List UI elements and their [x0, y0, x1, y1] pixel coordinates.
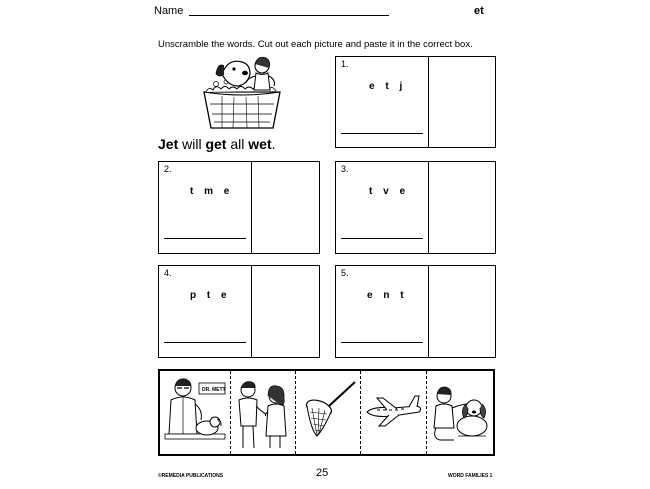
sentence-period: .: [271, 136, 276, 152]
cutout-picture-children[interactable]: [232, 374, 293, 452]
answer-line[interactable]: [341, 238, 423, 239]
cut-line: [230, 371, 231, 454]
two-children-meeting-icon: [232, 374, 293, 452]
instructions: Unscramble the words. Cut out each picture and paste it in the correct box.: [158, 39, 473, 50]
answer-box-4: [158, 265, 320, 358]
publisher-credit: ©REMEDIA PUBLICATIONS: [158, 473, 224, 479]
answer-box-5: [335, 265, 496, 358]
scrambled-word: t m e: [190, 186, 234, 197]
answer-box-2: [158, 161, 320, 254]
child-petting-dog-icon: [428, 374, 491, 452]
answer-box-1: [335, 56, 496, 148]
scrambled-word: p t e: [190, 290, 231, 301]
answer-line[interactable]: [341, 342, 423, 343]
cut-line: [360, 371, 361, 454]
dog-bath-icon: [200, 52, 284, 132]
cut-line: [426, 371, 427, 454]
sentence-word: all: [226, 136, 249, 152]
answer-line[interactable]: [164, 342, 246, 343]
picture-paste-area[interactable]: [252, 162, 319, 253]
box-number: 3.: [341, 164, 349, 174]
answer-line[interactable]: [164, 238, 246, 239]
answer-box-3: [335, 161, 496, 254]
cutout-picture-net[interactable]: [297, 374, 359, 452]
sentence-word-jet: Jet: [158, 136, 179, 152]
dog-bath-illustration: [200, 52, 284, 132]
answer-line[interactable]: [341, 133, 423, 134]
cutout-picture-strip: [158, 369, 495, 456]
sentence-word-wet: wet: [248, 136, 272, 152]
cutout-picture-vet[interactable]: [163, 374, 227, 452]
name-line[interactable]: [189, 15, 389, 16]
vet-with-dog-icon: [163, 374, 227, 452]
example-sentence: [158, 136, 276, 152]
picture-paste-area[interactable]: [429, 162, 495, 253]
box-number: 4.: [164, 268, 172, 278]
cutout-picture-pet[interactable]: [428, 374, 491, 452]
picture-paste-area[interactable]: [429, 57, 495, 147]
page-number: 25: [316, 467, 329, 479]
word-family-label: et: [474, 5, 484, 17]
scrambled-word: t v e: [369, 186, 410, 197]
box-number: 2.: [164, 164, 172, 174]
picture-paste-area[interactable]: [429, 266, 495, 357]
cutout-picture-jet[interactable]: [363, 374, 424, 452]
scrambled-word: e n t: [367, 290, 408, 301]
cut-line: [295, 371, 296, 454]
vet-sign-text: DR. METT: [202, 387, 226, 393]
jet-airplane-icon: [363, 374, 424, 452]
sentence-word: will: [178, 136, 206, 152]
sentence-word-get: get: [205, 136, 227, 152]
scrambled-word: e t j: [369, 81, 407, 92]
picture-paste-area[interactable]: [252, 266, 319, 357]
box-number: 1.: [341, 59, 349, 69]
name-label: Name: [154, 5, 184, 17]
box-number: 5.: [341, 268, 349, 278]
butterfly-net-icon: [297, 374, 359, 452]
series-title: WORD FAMILIES 1: [448, 473, 493, 479]
